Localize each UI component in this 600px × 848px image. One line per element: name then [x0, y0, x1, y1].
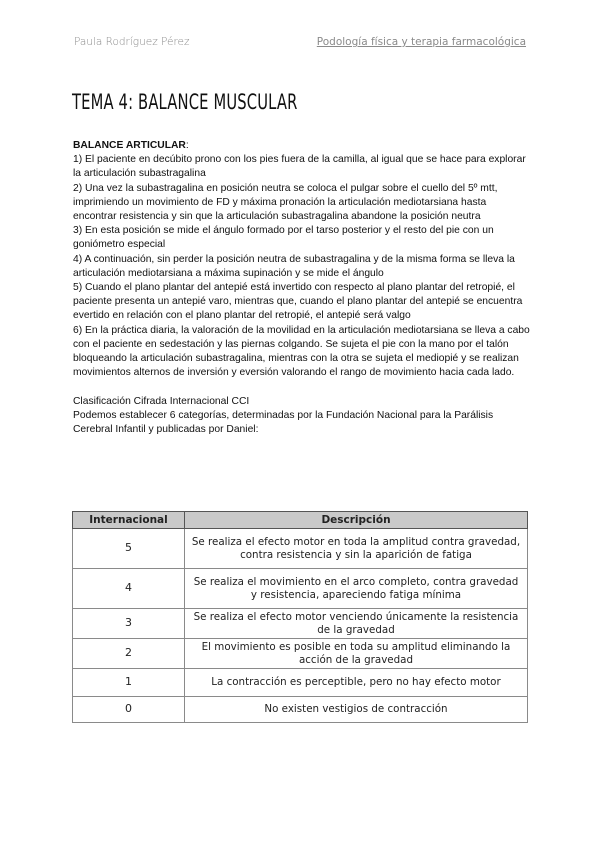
description-cell: Se realiza el efecto motor venciendo únicamente la resistencia de la gravedad [185, 609, 528, 639]
section-heading-colon: : [185, 140, 189, 151]
table-row [73, 569, 528, 609]
column-header-grade: Internacional [73, 512, 185, 529]
grade-cell: 0 [73, 697, 185, 723]
description-cell: El movimiento es posible en toda su amplitud eliminando la acción de la gravedad [185, 639, 528, 669]
grade-cell: 5 [73, 529, 185, 569]
step-1: 1) El paciente en decúbito prono con los pies fuera de la camilla, al igual que se hace para explorar la articulación subastragalina [73, 154, 526, 180]
step-4: 4) A continuación, sin perder la posición neutra de subastragalina y de la misma forma se lleva la articulación mediotarsiana a máxima supinación y se mide el ángulo [73, 253, 515, 279]
table-row [73, 609, 528, 639]
description-cell: No existen vestigios de contracción [185, 697, 528, 723]
grade-cell: 1 [73, 669, 185, 697]
classification-title: Clasificación Cifrada Internacional CCI [73, 395, 250, 407]
table-row [73, 529, 528, 569]
step-5: 5) Cuando el plano plantar del antepié está invertido con respecto al plano plantar del retropié, el paciente presenta un antepié varo, mientras que, cuando el plano plantar del antepié se encuentra evertido en relación con el plano plantar del retropié, el antepié será valgo [73, 282, 523, 322]
section-heading-line [73, 139, 531, 153]
classification-intro: Podemos establecer 6 categorías, determinadas por la Fundación Nacional para la Parálisis Cerebral Infantil y publicadas por Daniel: [73, 409, 494, 436]
header-author: Paula Rodríguez Pérez [74, 36, 190, 48]
column-header-description: Descripción [185, 512, 528, 529]
table-header-row [73, 512, 528, 529]
description-cell: Se realiza el efecto motor en toda la amplitud contra gravedad, contra resistencia y sin la aparición de fatiga [185, 529, 528, 569]
document-body [73, 139, 531, 437]
step-2: 2) Una vez la subastragalina en posición neutra se coloca el pulgar sobre el cuello del 5º mtt, imprimiendo un movimiento de FD y máxima pronación la articulación mediotarsiana hasta encontrar resistencia y sin que la articulación subastragalina abandone la posición neutra [73, 182, 498, 223]
step-6: 6) En la práctica diaria, la valoración de la movilidad en la articulación mediotarsiana se lleva a cabo con el paciente en sedestación y las piernas colgando. Se sujeta el pie con la mano por el talón bloqueando la articulación subastragalina, mientras con la otra se sujeta el mediopié y se realizan movimientos alternos de inversión y eversión valorando el rango de movimiento hacia cada lado. [73, 324, 530, 379]
description-cell: Se realiza el movimiento en el arco completo, contra gravedad y resistencia, apareciendo fatiga mínima [185, 569, 528, 609]
cci-classification-table [72, 511, 528, 723]
grade-cell: 4 [73, 569, 185, 609]
header-subject-link[interactable]: Podología física y terapia farmacológica [316, 36, 526, 48]
page-title: TEMA 4: BALANCE MUSCULAR [72, 90, 298, 114]
step-3: 3) En esta posición se mide el ángulo formado por el tarso posterior y el resto del pie con un goniómetro especial [73, 225, 494, 251]
grade-cell: 3 [73, 609, 185, 639]
table-row [73, 639, 528, 669]
table-row [73, 697, 528, 723]
table-row [73, 669, 528, 697]
section-heading: BALANCE ARTICULAR [73, 140, 186, 151]
grade-cell: 2 [73, 639, 185, 669]
paragraph-spacer [73, 380, 531, 394]
description-cell: La contracción es perceptible, pero no hay efecto motor [185, 669, 528, 697]
